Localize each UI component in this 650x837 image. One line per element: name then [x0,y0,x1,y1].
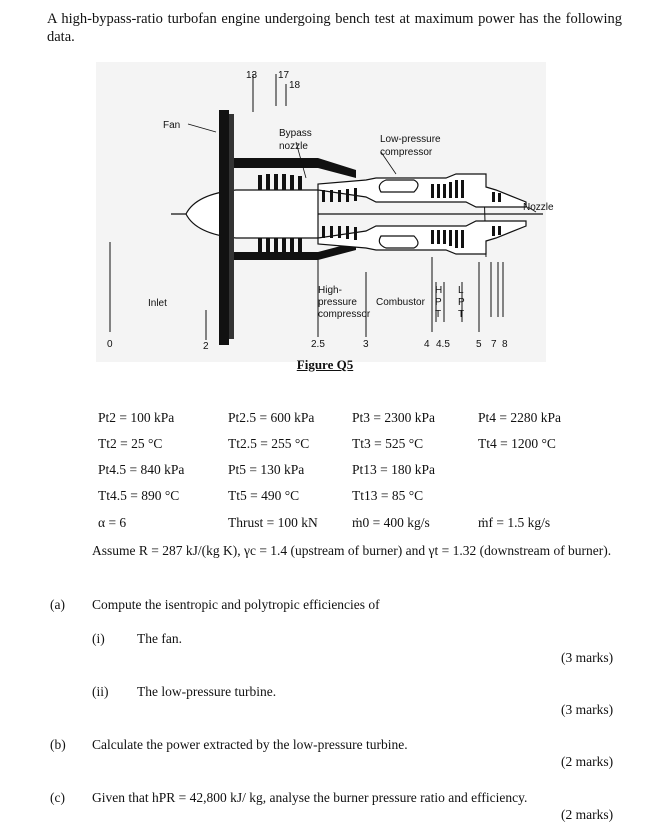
station-4: 4 [424,339,430,350]
station-18: 18 [289,80,301,91]
data-pt3: Pt3 = 2300 kPa [352,410,435,425]
data-tt25: Tt2.5 = 255 °C [228,436,310,451]
question-a-text: Compute the isentropic and polytropic efficiencies of [92,597,380,612]
data-mdotf: ṁf = 1.5 kg/s [478,515,551,530]
question-a2-text: The low-pressure turbine. [137,684,277,699]
question-a-label: (a) [50,597,65,612]
lpc-label-1: Low-pressure [380,134,441,145]
hpc-label-3: compressor [318,309,371,320]
question-c-label: (c) [50,790,65,805]
nozzle-label: Nozzle [523,202,554,213]
data-tt3: Tt3 = 525 °C [352,436,424,451]
intro-text: A high-bypass-ratio turbofan engine undergoing bench test at maximum power has the following data. [47,11,622,45]
question-a1-text: The fan. [137,631,182,646]
hpc-label-2: pressure [318,297,357,308]
data-tt13: Tt13 = 85 °C [352,488,424,503]
station-2-5: 2.5 [311,339,325,350]
question-a1-label: (i) [92,631,105,646]
station-13: 13 [246,70,258,81]
data-alpha: α = 6 [98,515,127,530]
hpc-label-1: High- [318,285,342,296]
question-a2-label: (ii) [92,684,109,699]
data-tt4: Tt4 = 1200 °C [478,436,556,451]
data-mdot0: ṁ0 = 400 kg/s [352,515,430,530]
data-tt2: Tt2 = 25 °C [98,436,163,451]
lpc-label-2: compressor [380,147,433,158]
data-tt5: Tt5 = 490 °C [228,488,300,503]
question-a1-marks: (3 marks) [561,650,614,665]
question-c-text: Given that hPR = 42,800 kJ/ kg, analyse the burner pressure ratio and efficiency. [92,790,528,805]
question-b-marks: (2 marks) [561,754,614,769]
fan-label: Fan [163,120,181,131]
question-b-text: Calculate the power extracted by the low-pressure turbine. [92,737,408,752]
data-pt5: Pt5 = 130 kPa [228,462,305,477]
figure-caption: Figure Q5 [296,357,354,372]
data-pt45: Pt4.5 = 840 kPa [98,462,185,477]
station-8: 8 [502,339,508,350]
bypass-label-1: Bypass [279,128,312,139]
hpt-label-p: P [435,297,442,308]
hpt-label-h: H [435,285,443,296]
station-3: 3 [363,339,369,350]
data-pt4: Pt4 = 2280 kPa [478,410,561,425]
station-17: 17 [278,70,290,81]
data-thrust: Thrust = 100 kN [228,515,318,530]
inlet-label: Inlet [148,298,167,309]
hpt-label-t: T [435,309,442,320]
data-pt25: Pt2.5 = 600 kPa [228,410,315,425]
turbofan-diagram [96,62,554,362]
data-pt13: Pt13 = 180 kPa [352,462,435,477]
assumptions: Assume R = 287 kJ/(kg K), γc = 1.4 (upstream of burner) and γt = 1.32 (downstream of burner). [92,543,612,558]
bypass-label-2: nozzle [279,141,308,152]
data-tt45: Tt4.5 = 890 °C [98,488,180,503]
station-4-5: 4.5 [436,339,450,350]
station-0: 0 [107,339,113,350]
station-2: 2 [203,341,209,352]
question-b-label: (b) [50,737,66,752]
lpt-label-l: L [458,285,464,296]
lpt-label-p: P [458,297,465,308]
data-pt2: Pt2 = 100 kPa [98,410,175,425]
station-5: 5 [476,339,482,350]
station-7: 7 [491,339,497,350]
question-c-marks: (2 marks) [561,807,614,822]
combustor-label: Combustor [376,297,425,308]
lpt-label-t: T [458,309,465,320]
question-a2-marks: (3 marks) [561,702,614,717]
